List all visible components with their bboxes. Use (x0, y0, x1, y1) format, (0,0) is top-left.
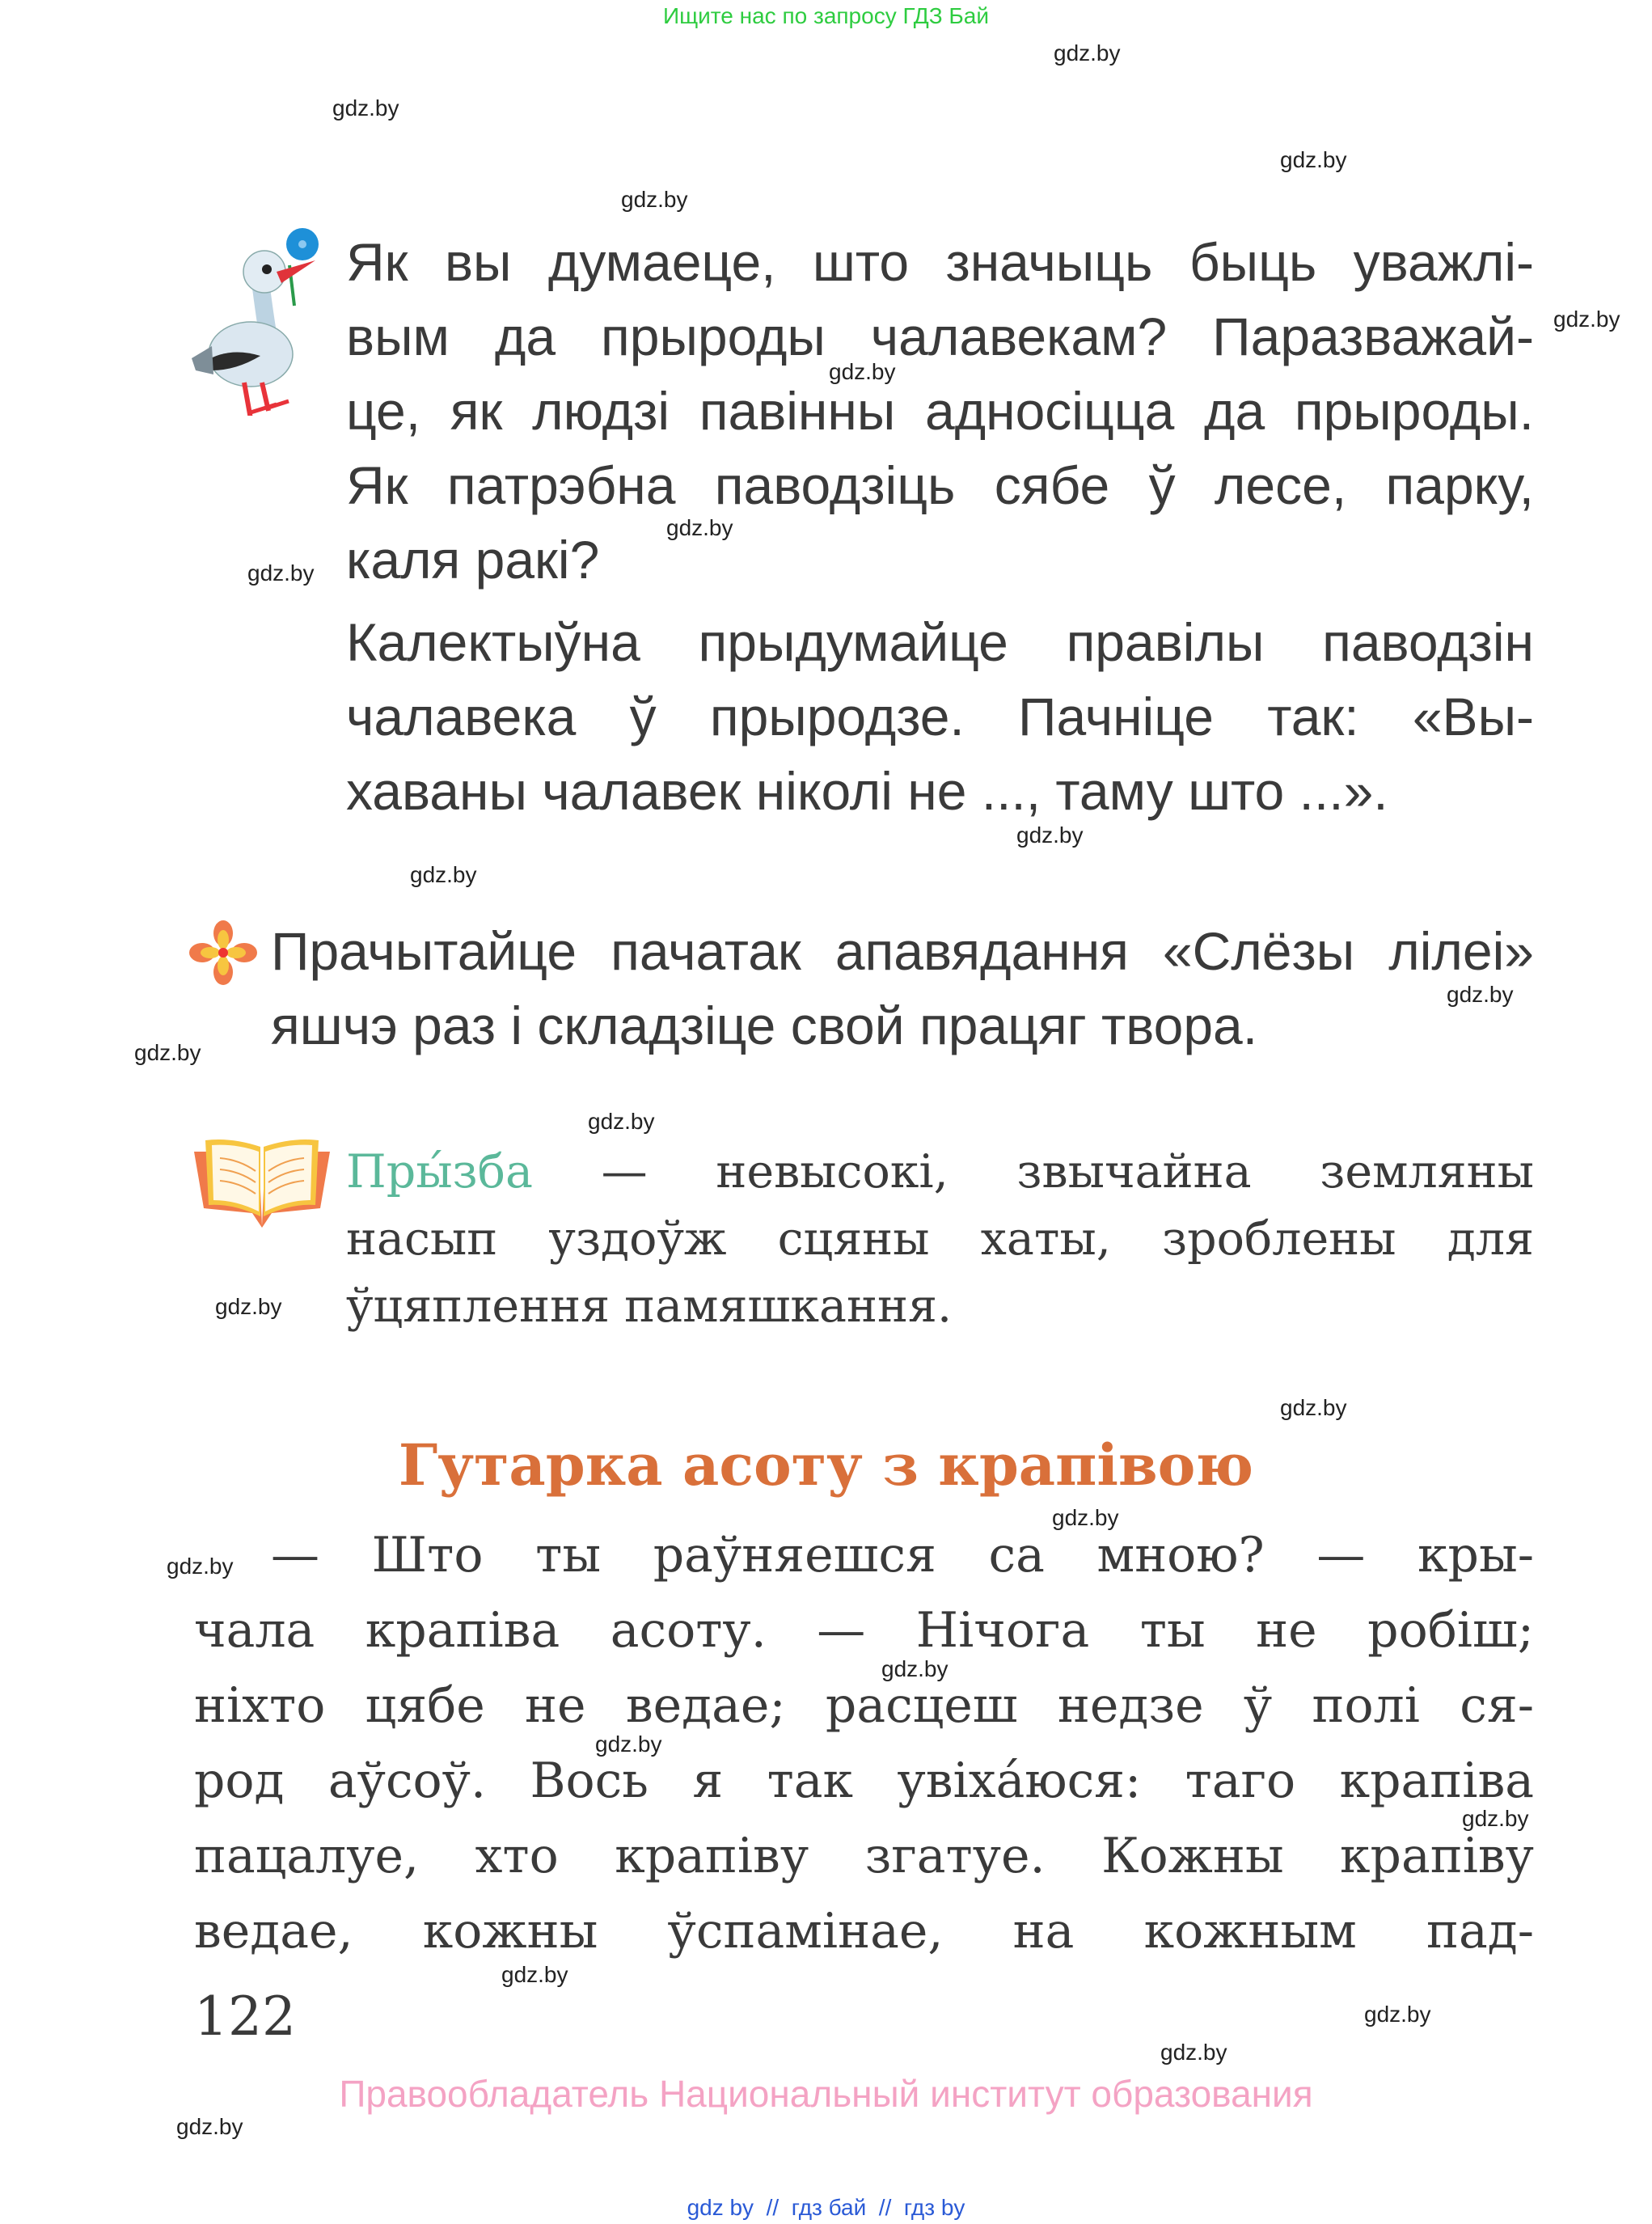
task1-paragraph2 (346, 605, 1534, 828)
watermark: gdz.by (134, 1040, 201, 1065)
watermark: gdz.by (595, 1731, 662, 1757)
watermark: gdz.by (881, 1656, 949, 1681)
text-line: Як вы думаеце, што значыць быць уважлі- (346, 232, 1534, 292)
watermark: gdz.by (501, 1962, 568, 1987)
text-line: яшчэ раз і складзіце свой працяг твора. (271, 996, 1258, 1055)
watermark: gdz.by (621, 187, 688, 212)
watermark: gdz.by (1447, 982, 1514, 1007)
definition-term: Пры́зба (346, 1145, 533, 1199)
text-line: вым да прыроды чалавекам? Паразважай- (346, 307, 1534, 366)
watermark: gdz.by (1160, 2040, 1227, 2065)
story-line: — Што ты раўняешся са мною? — кры- (271, 1527, 1534, 1583)
flower-icon (189, 920, 257, 985)
watermark: gdz.by (1462, 1806, 1529, 1831)
watermark: gdz.by (1054, 40, 1121, 66)
task2-text (271, 914, 1534, 1063)
watermark: gdz.by (410, 862, 477, 887)
definition (346, 1139, 1534, 1340)
watermark: gdz.by (1553, 307, 1620, 332)
watermark: gdz.by (1280, 147, 1347, 172)
header-note: Ищите нас по запросу ГДЗ Бай (662, 3, 990, 28)
story-line: пацалуе, хто крапіву згатуе. Кожны крапіву (194, 1828, 1534, 1884)
watermark: gdz.by (829, 359, 896, 384)
definition-line (346, 1139, 1534, 1206)
watermark: gdz.by (1364, 2002, 1431, 2027)
task1-paragraph1 (346, 225, 1534, 597)
story-line: род аўсоў. Вось я так увіха́юся: таго крапіва (194, 1753, 1534, 1809)
text-line: Як патрэбна паводзіць сябе ў лесе, парку, (346, 455, 1534, 515)
text-line: це, як людзі павінны адносіцца да прыроды. (346, 381, 1534, 441)
bottom-links[interactable]: gdz by // гдз бай // гдз by (687, 2195, 965, 2220)
watermark: gdz.by (247, 560, 315, 586)
watermark: gdz.by (215, 1294, 282, 1319)
text-line: Прачытайце пачатак апавядання «Слёзы лілеі» (271, 921, 1534, 981)
watermark: gdz.by (176, 2114, 243, 2139)
copyright-notice: Правообладатель Национальный институт образования (339, 2073, 1313, 2115)
text-line: чалавека ў прыродзе. Пачніце так: «Вы- (346, 687, 1534, 746)
text-line: Калектыўна прыдумайце правілы паводзін (346, 612, 1534, 672)
watermark: gdz.by (1052, 1505, 1119, 1530)
watermark: gdz.by (588, 1109, 655, 1134)
watermark: gdz.by (1016, 822, 1084, 848)
story-text (194, 1518, 1534, 1969)
watermark: gdz.by (332, 95, 399, 121)
watermark: gdz.by (666, 515, 733, 540)
watermark: gdz.by (1280, 1395, 1347, 1420)
story-title: Гутарка асоту з крапівою (398, 1431, 1254, 1499)
page-number: 122 (194, 1985, 296, 2048)
story-line: чала крапіва асоту. — Нічога ты не робіш; (194, 1602, 1534, 1659)
definition-line: насып уздоўж сцяны хаты, зроблены для (346, 1212, 1534, 1266)
story-line: ведае, кожны ўспамінае, на кожным пад- (194, 1903, 1534, 1960)
text-line: хаваны чалавек ніколі не ..., таму што ...». (346, 761, 1388, 821)
definition-text: — невысокі, звычайна земляны (532, 1145, 1534, 1199)
story-line: ніхто цябе не ведае; расцеш недзе ў полі ся- (194, 1677, 1534, 1734)
text-line: каля ракі? (346, 530, 600, 590)
definition-line: ўцяплення памяшкання. (346, 1279, 953, 1333)
open-book-icon (191, 1135, 333, 1229)
watermark: gdz.by (167, 1554, 234, 1579)
stork-icon (188, 225, 325, 416)
